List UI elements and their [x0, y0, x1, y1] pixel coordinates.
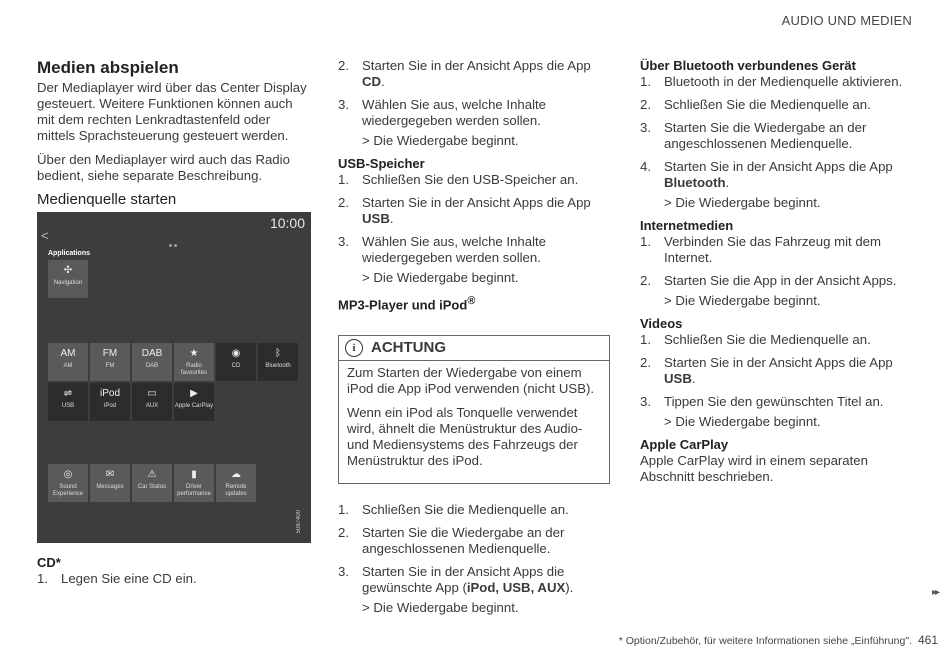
info-icon: i: [345, 339, 363, 357]
list-item: 2. Starten Sie in der Ansicht Apps die App USB.: [640, 355, 893, 386]
clock: 10:00: [269, 215, 305, 231]
list-item: 1. Bluetooth in der Medienquelle aktivieren.: [640, 74, 903, 89]
list-item: 2. Starten Sie in der Ansicht Apps die App CD.: [338, 58, 591, 89]
footer: [619, 633, 938, 647]
app-cd: ◉ CD: [216, 343, 256, 381]
app-dab: DAB DAB: [132, 343, 172, 381]
speaker-icon: ◎: [63, 469, 73, 480]
radio-paragraph: Über den Mediaplayer wird auch das Radio bedient, siehe separate Beschreibung.: [37, 152, 290, 183]
result-line: > Die Wiedergabe beginnt.: [664, 195, 821, 210]
app-bluetooth: ᛒ Bluetooth: [258, 343, 298, 381]
warning-title: ACHTUNG: [371, 339, 446, 357]
bluetooth-heading: Über Bluetooth verbundenes Gerät: [640, 58, 856, 73]
result-line: > Die Wiedergabe beginnt.: [664, 293, 821, 308]
result-line: > Die Wiedergabe beginnt.: [362, 270, 519, 285]
app-apple-carplay: ▶ Apple CarPlay: [174, 383, 214, 421]
list-item: 4. Starten Sie in der Ansicht Apps die App Bluetooth.: [640, 159, 893, 190]
center-display-screenshot: [37, 212, 311, 543]
app-remote-updates: ☁ Remote updates: [216, 464, 256, 502]
column-2: [338, 58, 610, 623]
app-am: AM AM: [48, 343, 88, 381]
app-driver-performance: ▮ Driver performance: [174, 464, 214, 502]
cd-heading: CD*: [37, 555, 61, 570]
warning-header: [339, 336, 609, 361]
warning-box: [338, 335, 610, 484]
warning-icon: ⚠: [147, 469, 157, 480]
subheading-media-source: Medienquelle starten: [37, 191, 177, 208]
fm-icon: FM: [102, 348, 118, 359]
list-item: 1. Schließen Sie die Medienquelle an.: [640, 332, 871, 347]
next-page-icon: ▸▸: [931, 587, 938, 598]
app-usb: ⇌ USB: [48, 383, 88, 421]
back-icon: <: [41, 228, 49, 243]
applications-label: Applications: [48, 250, 91, 257]
list-item: 2. Schließen Sie die Medienquelle an.: [640, 97, 871, 112]
list-item: 1. Schließen Sie den USB-Speicher an.: [338, 172, 579, 187]
list-item: 1. Verbinden Sie das Fahrzeug mit dem Internet.: [640, 234, 881, 265]
list-item: 1. Schließen Sie die Medienquelle an.: [338, 502, 569, 518]
page-number: 461: [917, 633, 938, 647]
app-car-status: ⚠ Car Status: [132, 464, 172, 502]
usb-icon: ⇌: [63, 388, 73, 399]
image-code: 5087400: [296, 509, 302, 533]
am-icon: AM: [60, 348, 76, 359]
internet-heading: Internetmedien: [640, 218, 734, 233]
app-radio-favourites: ★ Radio favourites: [174, 343, 214, 381]
list-item: 3. Starten Sie die Wiedergabe an der angeschlossenen Medienquelle.: [640, 120, 867, 151]
section-header: AUDIO UND MEDIEN: [781, 13, 912, 28]
messages-icon: ✉: [105, 469, 115, 480]
list-item: 3. Starten Sie in der Ansicht Apps die gewünschte App (iPod, USB, AUX).: [338, 564, 574, 596]
result-line: > Die Wiedergabe beginnt.: [362, 600, 519, 616]
column-1: [37, 58, 307, 594]
bluetooth-icon: ᛒ: [275, 348, 281, 359]
aux-icon: ▭: [147, 388, 157, 399]
result-line: > Die Wiedergabe beginnt.: [664, 414, 821, 429]
list-item: 3. Tippen Sie den gewünschten Titel an.: [640, 394, 884, 409]
app-navigation: ✣ Navigation: [48, 260, 88, 298]
list-item: 1. Legen Sie eine CD ein.: [37, 571, 197, 586]
app-ipod: iPod iPod: [90, 383, 130, 421]
page-title: Medien abspielen: [37, 58, 179, 77]
navigation-icon: ✣: [63, 265, 73, 276]
app-messages: ✉ Messages: [90, 464, 130, 502]
ipod-icon: iPod: [99, 388, 120, 399]
intro-paragraph: Der Mediaplayer wird über das Center Display gesteuert. Weitere Funktionen können auch mit dem rechten Lenkradtastenfeld oder mittels Sprachsteuerung gesteuert werden.: [37, 80, 307, 143]
column-3: [640, 58, 910, 493]
cloud-icon: ☁: [231, 469, 241, 480]
list-item: 3. Wählen Sie aus, welche Inhalte wiedergegeben werden sollen.: [338, 97, 547, 128]
list-item: 2. Starten Sie die App in der Ansicht Apps.: [640, 273, 897, 288]
star-icon: ★: [189, 348, 199, 359]
list-item: 2. Starten Sie die Wiedergabe an der angeschlossenen Medienquelle.: [338, 525, 565, 557]
result-line: > Die Wiedergabe beginnt.: [362, 133, 519, 148]
cd-icon: ◉: [231, 348, 241, 359]
app-sound-experience: ◎ Sound Experience: [48, 464, 88, 502]
page-indicator: [169, 235, 181, 239]
mp3-heading: MP3-Player und iPod®: [338, 295, 476, 313]
performance-icon: ▮: [191, 469, 197, 480]
app-aux: ▭ AUX: [132, 383, 172, 421]
list-item: 3. Wählen Sie aus, welche Inhalte wiedergegeben werden sollen.: [338, 234, 547, 265]
footnote: * Option/Zubehör, für weitere Informationen siehe „Einführung".: [618, 635, 912, 647]
dab-icon: DAB: [141, 348, 163, 359]
videos-heading: Videos: [640, 316, 683, 331]
warning-body: Zum Starten der Wiedergabe von einem iPod die App iPod verwenden (nicht USB). Wenn ein iPod als Tonquelle verwendet wird, ähnelt die Menüstruktur des Audio- und Mediensystems des Fahrzeugs der Menüstruktur des iPod.: [347, 365, 595, 469]
carplay-heading: Apple CarPlay: [640, 437, 729, 452]
usb-heading: USB-Speicher: [338, 156, 425, 171]
list-item: 2. Starten Sie in der Ansicht Apps die App USB.: [338, 195, 591, 226]
carplay-text: Apple CarPlay wird in einem separaten Abschnitt beschrieben.: [640, 453, 868, 484]
app-fm: FM FM: [90, 343, 130, 381]
carplay-icon: ▶: [190, 388, 198, 399]
